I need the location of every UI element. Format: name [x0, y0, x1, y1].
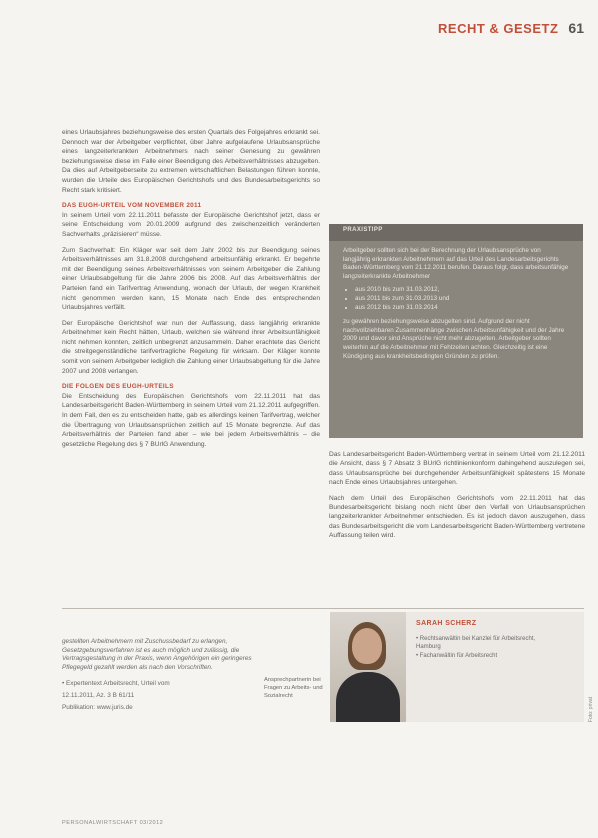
paragraph: In seinem Urteil vom 22.11.2011 befasste der Europäische Gerichtshof jetzt, dass er seine Entscheidung vom 20.01.2009 aufgrund des zwischenzeitlich veränderten Sachverhalts „präzisieren“ müsse.: [62, 211, 320, 238]
author-photo: [330, 612, 406, 722]
author-line: • Rechtsanwältin bei Kanzlei für Arbeitsrecht,: [416, 635, 536, 642]
author-line: • Fachanwältin für Arbeitsrecht: [416, 652, 498, 659]
footnote: [62, 638, 258, 715]
paragraph: Nach dem Urteil des Europäischen Gerichtshofs vom 22.11.2011 hat das Bundesarbeitsgericht bislang noch nicht über den Verfall von Urlaubsansprüchen langzeiterkrankter Arbeitnehmer entschieden. Es ist jedoch davon auszugehen, dass das Bundesarbeitsgericht die vom Landesarbeitsgericht Baden-Württemberg vertretene Auffassung teilen wird.: [329, 494, 585, 540]
subheading: DIE FOLGEN DES EUGH-URTEILS: [62, 383, 174, 391]
right-column: [329, 450, 585, 547]
footnote-source: 12.11.2011, Az. 3 B 61/11: [62, 691, 135, 699]
divider: [62, 608, 584, 609]
paragraph: Zum Sachverhalt: Ein Kläger war seit dem Jahr 2002 bis zur Beendigung seines Arbeitsverhältnisses am 31.8.2008 durchgehend arbeitsunfähig erkrankt. Er begehrte mit der Beendigung seines Arbeitsverhältnisses von seinem Arbeitgeber die Zahlung einer Urlaubsabgeltung für die Jahre 2006 bis 2008. Auf das Arbeitsverhältnis der Parteien fand ein Tarifvertrag Anwendung, wonach der Urlaub, der wegen Krankheit nicht genommen werden kann, 15 Monate nach Ende des entsprechenden Urlaubsjahres verfällt.: [62, 246, 320, 312]
author-line: Hamburg: [416, 644, 441, 651]
footnote-source: • Expertentext Arbeitsrecht, Urteil vom: [62, 680, 170, 688]
photo-credit: Foto: privat: [588, 696, 594, 722]
box-intro: Arbeitgeber sollten sich bei der Berechnung der Urlaubsansprüche von langjährig erkrankten Arbeitnehmern auf das Urteil des Landesarbeitsgerichts Baden-Württemberg vom 21.12.2011 berufen. Daraus folgt, dass arbeitsunfähige langzeiterkrankte Arbeitnehmer: [343, 247, 569, 280]
paragraph: Der Europäische Gerichtshof war nun der Auffassung, dass langjährig erkrankte Arbeitnehmer kein Recht hätten, Urlaub, welchen sie während ihrer Arbeitsunfähigkeit nicht nehmen konnten, zeitlich unbegrenzt anzusammeln. Daher erachtete das Gericht die streitgegenständliche tarifvertragliche Regelung für wirksam. Der Kläger konnte somit von seinem Arbeitgeber lediglich die Zahlung einer Urlaubsabgeltung für die Jahre 2007 und 2008 verlangen.: [62, 319, 320, 375]
body-shape: [336, 672, 400, 722]
box-outro: zu gewähren beziehungsweise abzugelten sind. Aufgrund der nicht nachvollziehbaren Zusammenhänge zwischen Arbeitsunfähigkeit und der Jahre 2009 und davor sind Ansprüche nicht mehr abzugelten. Arbeitgeber sollten weiterhin auf die Arbeitnehmer mit Fehlzeiten achten. Gleichzeitig ist eine Kündigung aus krankheitsbedingten Gründen zu prüfen.: [343, 318, 565, 360]
footnote-publisher: Publikation: www.juris.de: [62, 703, 133, 711]
caption: Ansprechpartnerin bei Fragen zu Arbeits- und Sozialrecht: [264, 677, 323, 699]
author-name: SARAH SCHERZ: [416, 620, 477, 627]
left-column: [62, 128, 320, 455]
subheading: DAS EUGH-URTEIL VOM NOVEMBER 2011: [62, 202, 202, 210]
section-title: RECHT & GESETZ: [438, 21, 559, 36]
paragraph: Die Entscheidung des Europäischen Gerichtshofs vom 22.11.2011 hat das Landesarbeitsgericht Baden-Württemberg in seinem Urteil vom 21.12.2011 aufgegriffen. In dem Fall, den es zu entscheiden hatte, gab es allerdings keinen Tarifvertrag, welcher die Übertragung von Urlaubsansprüchen zeitlich auf 15 Monate begrenzte. Auf das Arbeitsverhältnis der Parteien fand aber – wie bei jedem Arbeitsverhältnis – die gesetzliche Regelung des § 7 BUrlG Anwendung.: [62, 392, 320, 448]
box-list: [343, 286, 569, 312]
paragraph: Das Landesarbeitsgericht Baden-Württemberg vertrat in seinem Urteil vom 21.12.2011 die Ansicht, dass § 7 Absatz 3 BUrlG richtlinienkonform dahingehend auszulegen sei, dass Urlaubsansprüche bei durchgehender Arbeitsunfähigkeit spätestens 15 Monate nach Ende eines Urlaubsjahres untergehen.: [329, 451, 585, 487]
author-panel: [330, 612, 584, 722]
footnote-quote: gestellten Arbeitnehmern mit Zuschussbedarf zu erlangen, Gesetzgebungsverfahren ist es auch möglich und zulässig, die Vertragsgestaltung in der Praxis, wenn Angehörigen ein geringeres Pflegegeld gezahlt werden als nach den Vorschriften.: [62, 638, 252, 671]
page-number: 61: [568, 20, 584, 36]
practice-tip-box: [329, 224, 583, 438]
box-heading: PRAXISTIPP: [329, 224, 583, 241]
list-item: • aus 2012 bis zum 31.03.2014: [355, 304, 569, 313]
page-header: [438, 20, 584, 36]
box-body: [329, 241, 583, 361]
head-shape: [352, 628, 382, 664]
list-item: • aus 2010 bis zum 31.03.2012,: [355, 286, 569, 295]
paragraph: eines Urlaubsjahres beziehungsweise des ersten Quartals des Folgejahres erkrankt sei. Dennoch war der Arbeitgeber verpflichtet, über Jahre aufgelaufene Urlaubsansprüche eines langzeiterkrankten Arbeitnehmers nach seiner Genesung zu gewähren beziehungsweise diese im Falle einer Beendigung des Arbeitsverhältnisses abzugelten. Da dies auf Arbeitgeberseite zu extremen wirtschaftlichen Belastungen führen konnte, wurden die Urteile des Europäischen Gerichtshofs und des Bundesarbeitsgerichts so Recht stark kritisiert.: [62, 129, 320, 194]
author-info: [406, 612, 584, 722]
list-item: • aus 2011 bis zum 31.03.2013 und: [355, 295, 569, 304]
page-footer: PERSONALWIRTSCHAFT 03/2012: [62, 820, 164, 826]
